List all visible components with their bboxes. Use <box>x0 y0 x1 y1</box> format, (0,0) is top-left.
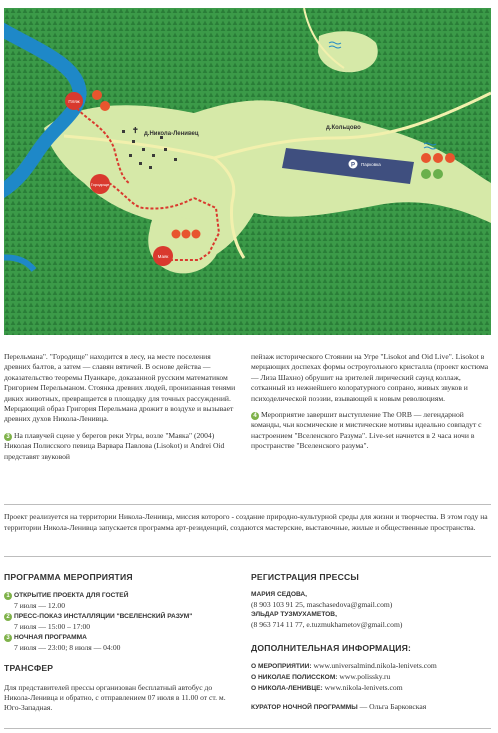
curator-row <box>251 702 491 713</box>
extra-info-section <box>251 643 491 713</box>
right-column <box>251 352 491 458</box>
left-column <box>4 352 236 468</box>
map-graphic <box>4 8 491 335</box>
right-col-paragraph-2 <box>251 410 491 452</box>
info-link-row <box>251 683 491 694</box>
village-label-koltsovo: д.Кольцово <box>326 125 361 131</box>
left-col-paragraph-2 <box>4 431 236 462</box>
contact-name: ЭЛЬДАР ТУЗМУХАМЕТОВ, <box>251 611 337 618</box>
step-badge: 4 <box>251 412 259 420</box>
step-badge: 3 <box>4 433 12 441</box>
program-title: ПРОГРАММА МЕРОПРИЯТИЯ <box>4 572 133 582</box>
transfer-section <box>4 663 240 713</box>
parking-label: Парковка <box>361 162 381 167</box>
intro-paragraph: Проект реализуется на территории Никола-Ленивца, миссия которого - создание природно-культурной среды для жизни и творчества. В этом году на территории Никола-Ленивца запускается программа арт-резиденций, создаются мастерские, выставочные, жилые и общественные пространства. <box>4 512 488 532</box>
step-badge: 3 <box>4 634 12 642</box>
divider <box>4 556 491 557</box>
service-icons-center <box>172 230 201 239</box>
info-link-label: О НИКОЛА-ЛЕНИВЦЕ: <box>251 685 323 692</box>
marker-beach-label: Пляж <box>68 99 80 104</box>
transfer-title: ТРАНСФЕР <box>4 663 54 673</box>
registration-title: РЕГИСТРАЦИЯ ПРЕССЫ <box>251 572 360 582</box>
contact-info[interactable]: (8 903 103 91 25, maschasedova@gmail.com) <box>251 600 393 609</box>
marker-mayak-label: Маяк <box>157 254 169 259</box>
info-link-label: О НИКОЛАЕ ПОЛИССКОМ: <box>251 674 338 681</box>
village-label-nikola: д.Никола-Ленивец <box>144 131 199 137</box>
right-col-paragraph-1: пейзаж исторического Стоянии на Угре "Lisokot and Oid Live". Lisokot в мерцающих доспехах формы остроугольного кристалла (проект костюма — Лиза Шахно) обрушит на зрителей лирический саунд коллаж, сотканный из нежнейшего колоратурного сопрано, живых звуков и психоделической поэзии, взывающей к новым революциям. <box>251 352 489 403</box>
site-map <box>4 8 491 335</box>
info-link-row <box>251 661 491 672</box>
program-item-time: 7 июля — 12.00 <box>14 601 66 610</box>
marker-gorodishche-label: Городище <box>90 182 110 187</box>
info-link-label: О МЕРОПРИЯТИИ: <box>251 663 312 670</box>
program-item-name: ОТКРЫТИЕ ПРОЕКТА ДЛЯ ГОСТЕЙ <box>14 592 129 599</box>
left-col-paragraph-1: Перельмана". "Городище" находится в лесу, на месте поселения древних балтов, а затем — славян вятичей. В основе действа — доказательство теоремы Пуанкаре, доказанной русским математиком Григорием Перельманом. Стоянка древних людей, пронизанная тенями диких животных, превращается в площадку для точных рассуждений. Мерцающий образ Григория Перельмана дрожит в воздухе и вызывает древних духов Никола-Ленивца. <box>4 352 236 424</box>
step-badge: 2 <box>4 613 12 621</box>
program-item-name: НОЧНАЯ ПРОГРАММА <box>14 634 87 641</box>
program-item <box>4 611 240 632</box>
contact-info[interactable]: (8 963 714 11 77, e.tuzmukhametov@gmail.com) <box>251 620 403 629</box>
transfer-text: Для представителей прессы организован бесплатный автобус до Никола-Ленивца и обратно, с отправлением 07 июля в 11.00 от ст. м. Юго-Западная. <box>4 683 226 712</box>
parking-letter: P <box>350 162 356 169</box>
program-item-time: 7 июля — 23:00; 8 июля — 04:00 <box>14 643 121 652</box>
church-icon: ✝ <box>132 126 139 135</box>
program-item-name: ПРЕСС-ПОКАЗ ИНСТАЛЛЯЦИИ "ВСЕЛЕНСКИЙ РАЗУМ" <box>14 613 193 620</box>
program-section <box>4 572 240 653</box>
curator-name: — Ольга Барковская <box>359 702 427 711</box>
program-item <box>4 632 240 653</box>
contact-name: МАРИЯ СЕДОВА, <box>251 591 307 598</box>
extra-info-title: ДОПОЛНИТЕЛЬНАЯ ИНФОРМАЦИЯ: <box>251 643 412 653</box>
info-link[interactable]: www.polissky.ru <box>339 672 391 681</box>
registration-section <box>251 572 491 630</box>
curator-label: КУРАТОР НОЧНОЙ ПРОГРАММЫ <box>251 704 358 711</box>
info-link[interactable]: www.universalmind.nikola-lenivets.com <box>313 661 437 670</box>
step-badge: 1 <box>4 592 12 600</box>
program-item <box>4 590 240 611</box>
info-link-row <box>251 672 491 683</box>
info-link[interactable]: www.nikola-lenivets.com <box>324 683 403 692</box>
divider <box>4 504 491 505</box>
left-col-text-2: На плавучей сцене у берегов реки Угры, возле "Маяка" (2004) Николая Полисского певица Варвара Павлова (Lisokot) и Andrei Oid представят звуковой <box>4 430 225 461</box>
program-item-time: 7 июля — 15:00 – 17:00 <box>14 622 91 631</box>
bottom-divider <box>4 728 491 729</box>
right-col-text-2: Мероприятие завершит выступление The ORB — легендарной команды, чьи космические и мистические мотивы идеально совпадут с настроением "Вселенского Разума". Live-set начнется в 2 часа ночи в пространстве "Вселенского разума". <box>251 410 482 451</box>
